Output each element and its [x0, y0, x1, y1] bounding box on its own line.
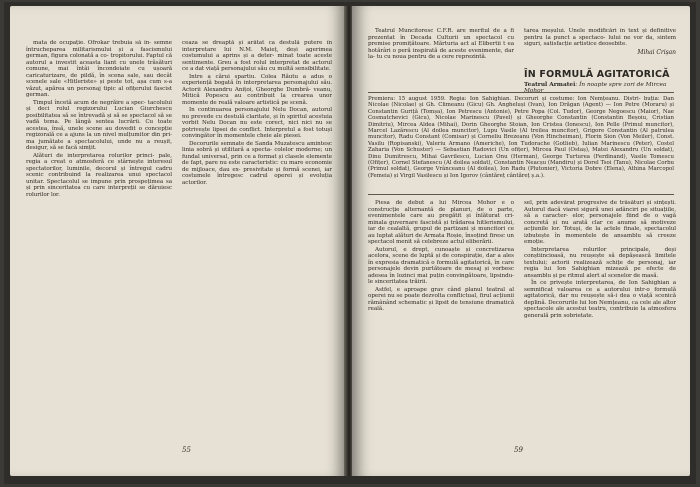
paragraph: Intre a cărui spartiu. Colea Răutu a adus o experiență bogată în interpretarea personajului său. Actorii Alexandru Anițoi, Gheorghe Dumbră- veanu, Mitică Popescu au contribuit la crearea unor momente de reală valoare artistică pe scenă.	[182, 73, 332, 106]
paragraph: Interpretarea rolurilor principale, deși conștiincioasă, nu reușește să depășească limitele textului; actorii realizează schițe de personaj, iar regia lui Ion Sahighian mizează pe efecte de ansamblu și pe ritmul alert al scenelor de masă.	[524, 246, 676, 279]
right-column-1	[368, 200, 514, 450]
right-column-2-top	[524, 28, 676, 66]
article-heading: ÎN FORMULĂ AGITATORICĂ	[524, 69, 670, 80]
left-page	[10, 6, 346, 476]
paragraph: tarea meșului. Unele modificări în text și definitive pentru la punct a spectaco- lului ne vor da, sintem siguri, satisfacție artistice deosebite.	[524, 28, 676, 47]
left-column-2	[182, 40, 332, 428]
paragraph: Astfel, e aproape grav când planul teatral al operei nu se poate dezvolta conflictual, firul acțiunii rămânând schematic și lipsit de tensiune dramatică reală.	[368, 286, 514, 312]
paragraph: Alături de interpretarea rolurilor princi- pale, regia a creat o atmosferă ce stârnește interesul spectatorilor, luminile, decorul și întregul cadru scenic contribuind la realizarea unui spectacol unitar. Spectacolul se impune prin prospețimea sa și prin sinceritatea cu care interpreții se dăruiesc rolurilor lor.	[26, 152, 172, 198]
paragraph: mata de ocupație. Ofrokar trebuia să în- semne întrucheparea militarismului și a fascismului german, figura colonată a co- tropitorului. Faptul că autorul a investit aceasta liant cu unele trăsături comune, mai întâi încondeiate cu ușoară caricaturizare, de pildă, în scena sale, sau decât scenele sale «Hitleriste» și peste tot, așa cum s-a văzut, apărea un personaj tipic al ofițerului fascist german.	[26, 40, 172, 98]
paragraph: În ce privește interpretarea, de Ion Sahighian a semnificat valoarea ce a autorului intr-o formulă agitatorică, dar nu reușește să-i dea o viață scenică deplină. Decorurile lui Ion Nemțeanu, ca cele ale altor spectacole ale acestui teatru, contribuie la atmosfera generală prin sobrietate.	[524, 280, 676, 319]
paragraph: sel, prin adevărat progresive de trăsături și sințești. Autorul dacă viarei sigură unei adânciri pe situațiile, să a caracter- elor, personajele fiind de o vagă concretă și nu arată clar ce anume să motiveze acțiunile lor. Totuși, de la actele finale, spectacolul izbutește în momentele de ansamblu să creeze emoție.	[524, 200, 676, 245]
page-number: 55	[182, 446, 191, 454]
paragraph: Autorul, e drept, cunoaște și concretizarea acelora, scene de luptă și de conspirație, dar a ales în expresia dramatică o formulă agitatorică, în care personajele devin purtătoare de mesaj și vorbesc adesea în lozinci mai puțin convingătoare, lipsindu-le sinceritatea trăirii.	[368, 246, 514, 285]
paragraph: Piesa de debut a lui Mircea Mohor e o construcție alternantă de planuri, de o parte, evenimentele care au pregătit și înlăturat cri- minala guvernare fascistă și trădarea hitlerismului, iar de cealaltă, grupul de partizani și muncitori ce au luptat alături de Armata Roșie, însoțind firesc un spectacol menit să celebreze actul eliberării.	[368, 200, 514, 245]
paragraph: Decorurile semnate de Sanda Muzatescu amintesc linia sobră și utilitară a specta- colelor moderne; un fundal universal, prin ce a format și clasele elemente de fapt, pare nu este caracteristic: cu mare economie de mijloace, dau ex- presivitate și formă scenei, iar costumele întregesc cadrul operei și evoluția actorilor.	[182, 140, 332, 186]
right-page	[352, 6, 690, 476]
paragraph: In continuarea personajului Nelu Docan, autorul nu prevede cu destulă claritate, și în spiritul acestuia vorbit Nelu Docan nu este corect, nici nici nu se potrivește lipsei de conflict. Interpretul a fost totuși convingător în momentele cheie ale piesei.	[182, 107, 332, 139]
right-column-1-top	[368, 28, 514, 88]
divider	[368, 92, 674, 93]
cast-list: Premiera: 15 august 1959. Regia: Ion Sahighian. Decoruri și costume: Ion Nemțeanu. Distri- buția: Dan Nicolae (Nicolae) și Gh. Climeanu (Gicu) Gh. Angheluși (Ivan), Ion Drăgan (Agent) — Ion Petre (Moraru) și Constantin Guriță (Tomșa), Ion Petrescu (Antonie), Petre Popa (Col. Tudor), George Negoescu (Maior), Nae Cosmatchevici (Gicu), Nicolae Marinescu (Pavel) și Gheorghe Constantin (Constantin Beșoiu, Cristian Dimitriu), Mircea Aldea (Mihai), Dorin Gheorghe Stoian, Ion Cristea (Ionescu), Ion Pelle (Primul muncitor), Marcel Lazărescu (Al doilea muncitor), Lupu Vasile (Al treilea muncitor), Grigore Constantin (Al patrulea muncitor), Radu Constant (Comisar) și Corneliu Brezeanu (Von Hincheiman), Florin Sion (Von Meiler), Const. Vasilu (Ropisanski), Valeriu Armano (Americhe), Ion Tudorache (Gotlieb), Iulian Marinescu (Peter), Costel Zaharia (Von Schuster) — Sebastian Radovici (Un ofițer), Mircea Paul (Ostaș), Matei Alexandru (Un soldat), Dinu Dumitrescu, Mihai Gavrilescu, Lucian Onu (Herman), George Turturea (Ferdinand), Vasile Tomescu (Ofițer), Cornel Stefanescu (Al doilea soldat), Constantin Neacșu (Mandiru) și Dorel Tsoi (Tanu), Nicolae Corbu (Primul soldat), George Vrânceanu (Al doilea), Ion Radu (Plutonier), Victoria Dobre (Elena), Athina Marcopol (Femeia) și Virgil Vasilescu și Ion Igorov (cântăreț cântăreț ș.a.).	[368, 96, 674, 179]
paragraph: Timpul încetă acum de negrăire a spec- tacolului și deci rolul regizorului Lucian Giurchescu posibilitatea să se întrevadă și să se spectacol să se vadă tema. Pe lângă sentea lucrării. Cu toate acestea, însă, unele scene au dovedit o concepție regizorală ce a ajuns la un nivel mulțumitor din pri- ma jumătate a spectacolului, unde nu a reușit, desigur, să se facă simțit.	[26, 99, 172, 151]
left-column-1	[26, 40, 172, 428]
theatre-label: Teatrul Armatei	[524, 82, 576, 88]
paragraph: Teatrul Muncitoresc C.F.R. are meritul de a fi prezentat în Decada Culturii un spectacol cu premise promițătoare. Mărturia act al Elibertii t ea hotărâri o peră inspirată de aceste evenimente, dar la- tu cu noua pentru de a cere reprezintă.	[368, 28, 514, 60]
paragraph: ceaza se dreaptă și arătat ca destulă putere în interpretare lui N.M. Maieț, deși agerimea costumului a aprins și a deter- minat toate aceste sentimente. Greu a fost rolul interpretat de actorul ce a dat viață personajului său cu multă sensibilitate.	[182, 40, 332, 72]
open-book	[4, 2, 696, 484]
right-column-2	[524, 200, 676, 450]
play-title: În noapte spre zori de Mircea Mohor	[524, 82, 667, 94]
page-number: 59	[514, 446, 523, 454]
theatre-line: Teatrul Armatei: În noapte spre zori de Mircea Mohor	[524, 82, 667, 94]
author-signature: Mihai Crișan	[637, 48, 676, 56]
divider	[368, 194, 674, 195]
